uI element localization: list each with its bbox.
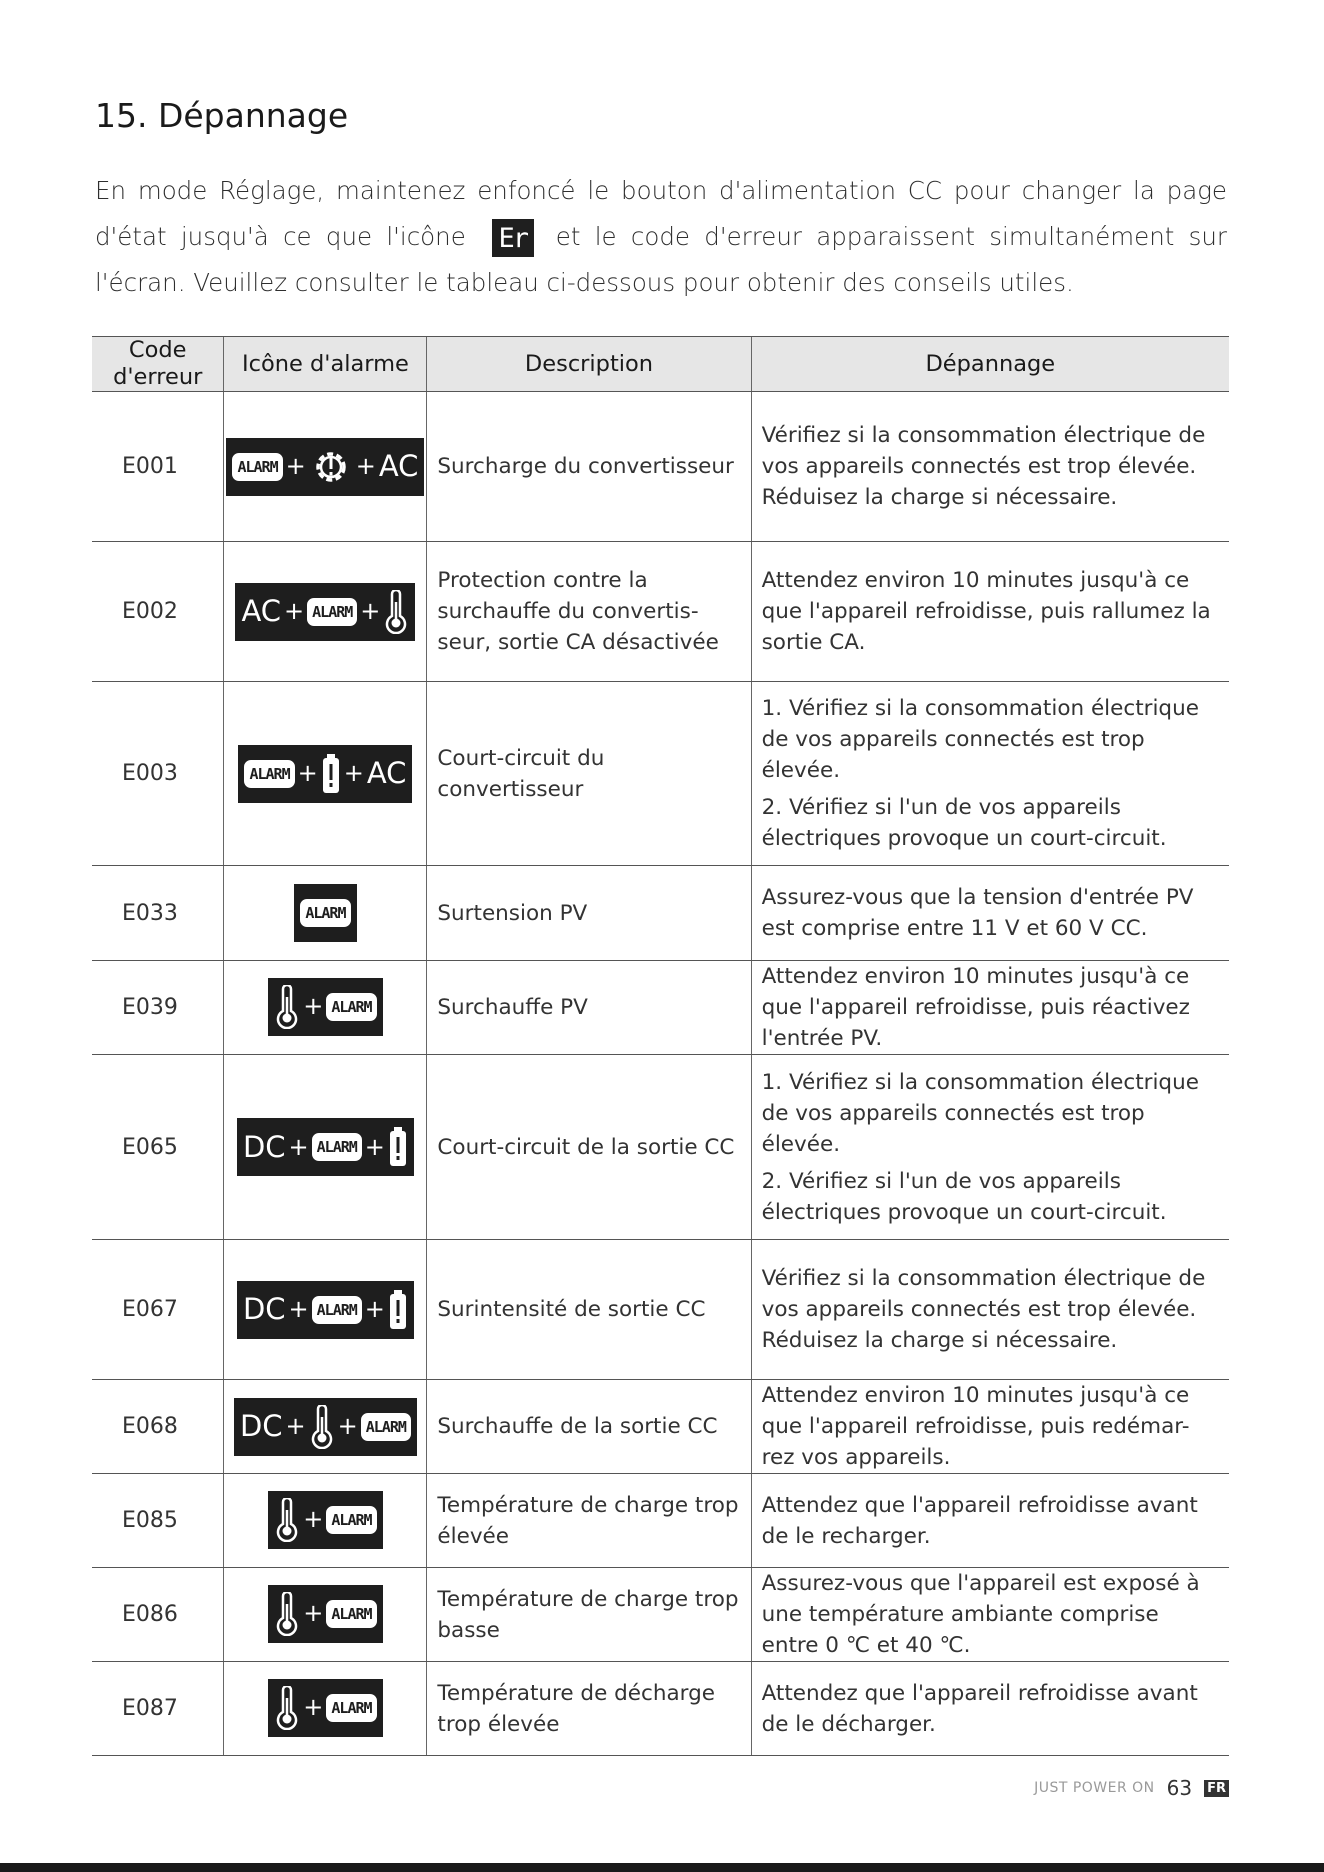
battery-warning-icon [321,753,341,795]
advice-step: Attendez que l'appareil refroidisse avant de le décharger. [761,1680,1198,1737]
alarm-indicator-icon: ALARM + + AC [238,745,412,803]
header-code: Code d'erreur [92,337,224,392]
alarm-indicator-icon: DC + ALARM + [237,1281,414,1339]
alarm-badge-icon: ALARM [326,1694,376,1722]
alarm-icon-cell [224,1568,427,1662]
alarm-indicator-icon: + ALARM [268,1491,382,1549]
page-footer [1034,1776,1229,1800]
advice-step: 1. Vérifiez si la consommation électrique de vos appareils connectés est trop élevée. [761,696,1199,783]
error-code: E065 [92,1055,224,1240]
alarm-icon-cell [224,1380,427,1474]
error-description: Surchauffe PV [427,961,751,1055]
header-troubleshooting: Dépannage [751,337,1229,392]
page-number: 63 [1166,1776,1193,1800]
troubleshooting-advice [751,866,1229,961]
thermometer-icon [309,1405,335,1449]
alarm-badge-icon: ALARM [326,1506,376,1534]
table-row [92,392,1229,542]
error-code: E039 [92,961,224,1055]
error-display-icon: Er [492,219,534,257]
alarm-icon-cell [224,682,427,866]
intro-text-before: En mode Réglage, maintenez enfoncé le bouton d'alimentation CC pour changer la page d'état jusqu'à ce que l'icône [95,176,1227,251]
page-edge-bar [0,1863,1324,1872]
troubleshooting-advice [751,682,1229,866]
alarm-icon-cell [224,961,427,1055]
table-row [92,1055,1229,1240]
advice-step: 1. Vérifiez si la consommation électrique de vos appareils connectés est trop élevée. [761,1069,1199,1157]
troubleshooting-advice [751,1568,1229,1662]
alarm-indicator-icon: ALARM + + AC [226,438,424,496]
alarm-indicator-icon: + ALARM [268,1585,382,1643]
table-header-row [92,337,1229,392]
error-description: Protection contre la surchauffe du convertis-seur, sortie CA désactivée [427,542,751,682]
error-description: Surchauffe de la sortie CC [427,1380,751,1474]
troubleshooting-advice [751,961,1229,1055]
advice-step: Attendez environ 10 minutes jusqu'à ce que l'appareil refroidisse, puis redémar-rez vos appareils. [761,1383,1190,1470]
battery-warning-icon [388,1126,408,1168]
page-title: 15. Dépannage [95,96,349,135]
thermometer-icon [383,590,409,634]
alarm-icon-cell [224,1240,427,1380]
alarm-badge-icon: ALARM [300,899,350,927]
advice-step: 2. Vérifiez si l'un de vos appareils électriques provoque un court-circuit. [761,1168,1167,1225]
advice-step: Vérifiez si la consommation électrique de vos appareils connectés est trop élevée. Réduisez la charge si nécessaire. [761,1266,1206,1353]
header-description: Description [427,337,751,392]
advice-step: Attendez environ 10 minutes jusqu'à ce que l'appareil refroidisse, puis réactivez l'entrée PV. [761,964,1190,1051]
table-row [92,961,1229,1055]
error-code: E068 [92,1380,224,1474]
alarm-icon-cell [224,1055,427,1240]
alarm-indicator-icon: AC + ALARM + [235,583,415,641]
alarm-badge-icon: ALARM [326,1600,376,1628]
alarm-icon-cell [224,392,427,542]
error-description: Surtension PV [427,866,751,961]
advice-step: Attendez environ 10 minutes jusqu'à ce que l'appareil refroidisse, puis rallumez la sortie CA. [761,568,1211,655]
alarm-badge-icon: ALARM [312,1296,362,1324]
advice-step: Attendez que l'appareil refroidisse avant de le recharger. [761,1492,1198,1549]
thermometer-icon [274,1592,300,1636]
battery-warning-icon [388,1289,408,1331]
alarm-icon-cell [224,1662,427,1756]
language-badge: FR [1204,1780,1229,1797]
alarm-indicator-icon [294,884,356,942]
alarm-indicator-icon: + ALARM [268,978,382,1036]
alarm-badge-icon: ALARM [326,993,376,1021]
error-code: E085 [92,1474,224,1568]
alarm-indicator-icon: DC + + ALARM [234,1398,417,1456]
error-description: Court-circuit de la sortie CC [427,1055,751,1240]
alarm-badge-icon: ALARM [361,1413,411,1441]
footer-brand: JUST POWER ON [1034,1780,1155,1796]
error-code: E003 [92,682,224,866]
table-body [92,392,1229,1756]
alarm-badge-icon: ALARM [244,760,294,788]
intro-paragraph [95,168,1227,306]
table-row [92,542,1229,682]
thermometer-icon [274,1686,300,1730]
overload-gear-icon [309,445,353,489]
error-description: Surintensité de sortie CC [427,1240,751,1380]
error-code: E067 [92,1240,224,1380]
alarm-badge-icon: ALARM [312,1133,362,1161]
table-row [92,1568,1229,1662]
error-description: Température de décharge trop élevée [427,1662,751,1756]
table-row [92,1380,1229,1474]
table-row [92,1662,1229,1756]
troubleshooting-advice [751,1662,1229,1756]
alarm-indicator-icon: + ALARM [268,1679,382,1737]
troubleshooting-advice [751,392,1229,542]
table-row [92,682,1229,866]
table-row [92,1474,1229,1568]
advice-step: Assurez-vous que l'appareil est exposé à une température ambiante comprise entre 0 ℃ et 40 ℃. [761,1571,1200,1658]
advice-step: 2. Vérifiez si l'un de vos appareils électriques provoque un court-circuit. [761,795,1167,851]
troubleshooting-advice [751,1240,1229,1380]
error-code: E002 [92,542,224,682]
error-code: E086 [92,1568,224,1662]
alarm-icon-cell [224,866,427,961]
error-description: Court-circuit du convertisseur [427,682,751,866]
troubleshooting-advice [751,1055,1229,1240]
alarm-icon-cell [224,542,427,682]
alarm-icon-cell [224,1474,427,1568]
table-row [92,866,1229,961]
intro-text-after: et le code d'erreur apparaissent simultanément sur l'écran. Veuillez consulter le tableau ci-dessous pour obtenir des conseils utiles. [95,222,1227,297]
error-description: Température de charge trop basse [427,1568,751,1662]
advice-step: Vérifiez si la consommation électrique de vos appareils connectés est trop élevée. Réduisez la charge si nécessaire. [761,423,1206,510]
thermometer-icon [274,1498,300,1542]
error-description: Température de charge trop élevée [427,1474,751,1568]
error-code: E001 [92,392,224,542]
alarm-badge-icon: ALARM [232,453,282,481]
header-icon: Icône d'alarme [224,337,427,392]
error-code: E087 [92,1662,224,1756]
alarm-indicator-icon: DC + ALARM + [237,1118,414,1176]
troubleshooting-advice [751,542,1229,682]
error-description: Surcharge du convertisseur [427,392,751,542]
thermometer-icon [274,985,300,1029]
table-row [92,1240,1229,1380]
troubleshooting-advice [751,1474,1229,1568]
troubleshooting-advice [751,1380,1229,1474]
troubleshooting-table [92,336,1229,1756]
advice-step: Assurez-vous que la tension d'entrée PV est comprise entre 11 V et 60 V CC. [761,885,1194,941]
error-code: E033 [92,866,224,961]
alarm-badge-icon: ALARM [307,598,357,626]
